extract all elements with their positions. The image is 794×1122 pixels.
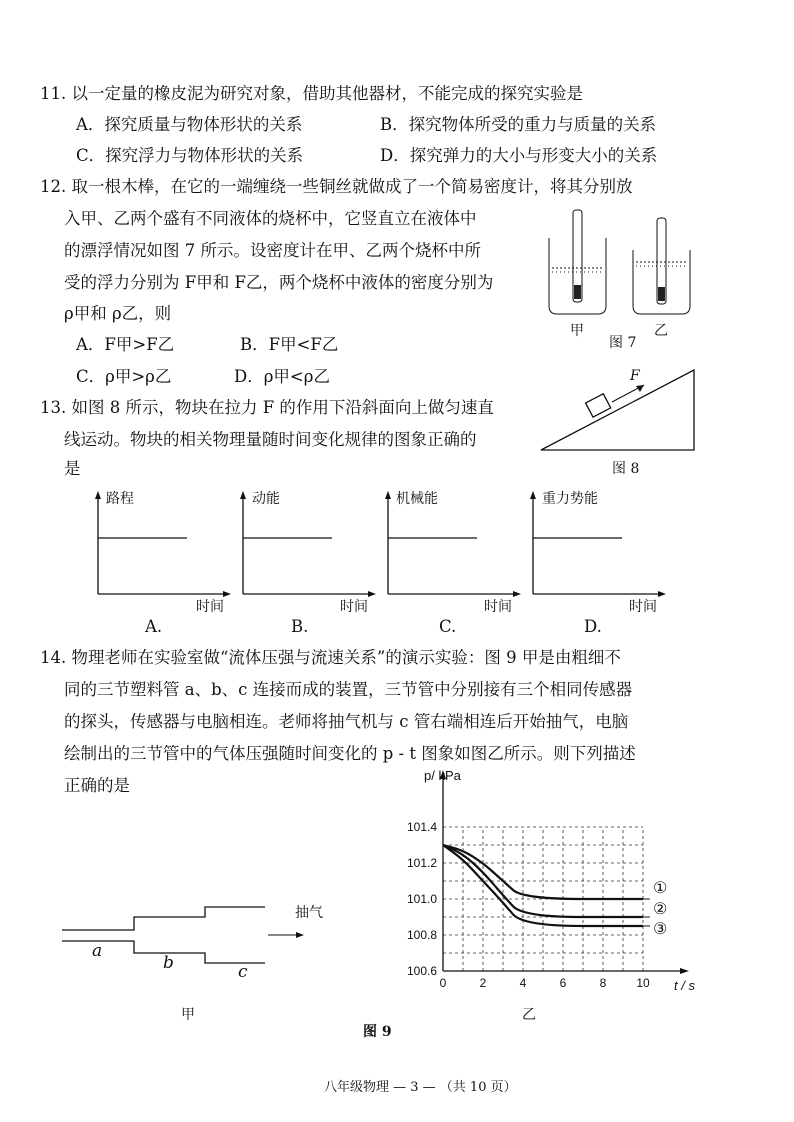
q11-option-d: D．探究弹力的大小与形变大小的关系 xyxy=(380,146,658,165)
pump-label: 抽气 xyxy=(295,905,323,921)
q12-option-a: A．F甲>F乙 xyxy=(76,335,175,354)
graph-a-xlabel: 时间 xyxy=(196,599,224,615)
graph-c-option: C. xyxy=(439,617,457,636)
graph-b-xlabel: 时间 xyxy=(340,599,368,615)
graph-a-option: A. xyxy=(145,617,163,636)
pipe-c-label: c xyxy=(238,962,248,982)
q12-option-d: D．ρ甲<ρ乙 xyxy=(234,367,330,386)
y-tick-label: 101.4 xyxy=(406,820,437,834)
graph-c-ylabel: 机械能 xyxy=(396,491,438,507)
chart-xlabel: t / s xyxy=(674,978,695,993)
x-tick-label: 10 xyxy=(636,976,650,990)
chart-series xyxy=(443,845,650,926)
x-tick-label: 8 xyxy=(599,976,607,990)
fig7-label-jia: 甲 xyxy=(570,323,584,339)
fig7-label-yi: 乙 xyxy=(654,323,668,339)
q11-option-a: A．探究质量与物体形状的关系 xyxy=(76,115,303,134)
q11-option-c: C．探究浮力与物体形状的关系 xyxy=(76,146,304,165)
x-tick-label: 4 xyxy=(519,976,527,990)
fig8-caption: 图 8 xyxy=(612,461,640,477)
q14-line1: 14. 物理老师在实验室做“流体压强与流速关系”的演示实验：图 9 甲是由粗细不 xyxy=(40,648,621,667)
q14-line2: 同的三节塑料管 a、b、c 连接而成的装置，三节管中分别接有三个相同传感器 xyxy=(64,680,633,699)
y-tick-label: 101.0 xyxy=(406,892,437,906)
fig7-caption: 图 7 xyxy=(609,335,637,351)
pipe-a-label: a xyxy=(92,941,103,961)
graph-b-ylabel: 动能 xyxy=(252,491,280,507)
force-label: F xyxy=(630,368,640,384)
q12-line3: 的漂浮情况如图 7 所示。设密度计在甲、乙两个烧杯中所 xyxy=(64,241,481,260)
q13-line1: 13. 如图 8 所示，物块在拉力 F 的作用下沿斜面向上做匀速直 xyxy=(40,398,494,417)
q12-line1: 12. 取一根木棒，在它的一端缠绕一些铜丝就做成了一个简易密度计，将其分别放 xyxy=(40,177,633,196)
y-tick-label: 101.2 xyxy=(406,856,437,870)
q12-line4: 受的浮力分别为 F甲和 F乙，两个烧杯中液体的密度分别为 xyxy=(64,273,494,292)
q11-stem: 11. 以一定量的橡皮泥为研究对象，借助其他器材，不能完成的探究实验是 xyxy=(40,84,583,103)
graph-d-xlabel: 时间 xyxy=(629,599,657,615)
x-tick-label: 2 xyxy=(479,976,487,990)
q12-line5: ρ甲和 ρ乙，则 xyxy=(64,304,172,323)
series-2-label: ② xyxy=(653,899,668,918)
q12-line2: 入甲、乙两个盛有不同液体的烧杯中，它竖直立在液体中 xyxy=(64,209,477,228)
q13-line3: 是 xyxy=(64,459,81,478)
graph-d-ylabel: 重力势能 xyxy=(542,491,598,507)
chart-ylabel: p/ kPa xyxy=(424,768,461,783)
chart-axes xyxy=(440,770,689,974)
q12-option-b: B．F甲<F乙 xyxy=(240,335,339,354)
graph-b-option: B. xyxy=(291,617,309,636)
fig9-left-caption: 甲 xyxy=(181,1007,195,1023)
fig9-caption: 图 9 xyxy=(363,1024,392,1040)
graph-a-ylabel: 路程 xyxy=(106,491,134,507)
series-1-label: ① xyxy=(653,878,668,897)
q12-option-c: C．ρ甲>ρ乙 xyxy=(76,367,172,386)
fig9-right-caption: 乙 xyxy=(522,1007,536,1023)
q13-line2: 线运动。物块的相关物理量随时间变化规律的图象正确的 xyxy=(64,430,477,449)
q14-line3: 的探头，传感器与电脑相连。老师将抽气机与 c 管右端相连后开始抽气，电脑 xyxy=(64,712,629,731)
x-tick-label: 6 xyxy=(559,976,567,990)
pipe-b-label: b xyxy=(163,953,174,973)
graph-c-xlabel: 时间 xyxy=(484,599,512,615)
page-footer: 八年级物理 — 3 — （共 10 页） xyxy=(324,1080,517,1095)
series-3-label: ③ xyxy=(653,919,668,938)
q11-option-b: B．探究物体所受的重力与质量的关系 xyxy=(380,115,657,134)
graph-d-option: D. xyxy=(584,617,602,636)
y-tick-label: 100.6 xyxy=(406,964,437,978)
x-axis-arrow xyxy=(680,968,689,974)
q14-line4: 绘制出的三节管中的气体压强随时间变化的 p - t 图象如图乙所示。则下列描述 xyxy=(64,744,636,763)
q14-line5: 正确的是 xyxy=(64,776,130,795)
x-tick-label: 0 xyxy=(439,976,447,990)
y-tick-label: 100.8 xyxy=(406,928,437,942)
